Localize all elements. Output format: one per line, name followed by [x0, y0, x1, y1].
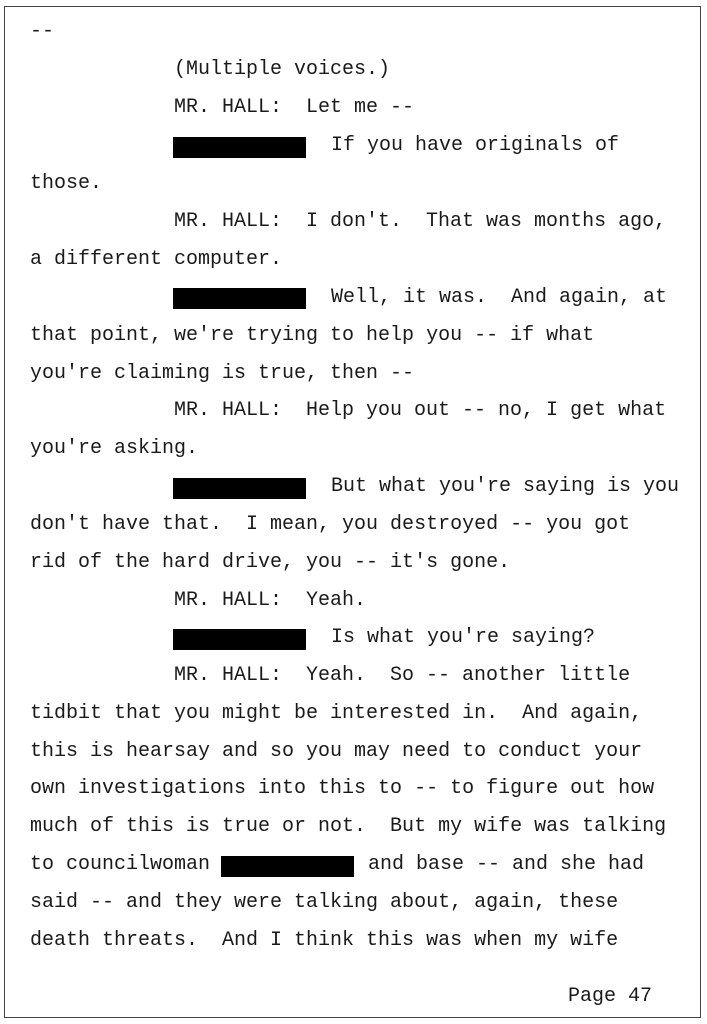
- redaction-bar: [173, 629, 306, 650]
- redaction-bar: [173, 288, 306, 309]
- redaction-bar: [221, 856, 354, 877]
- transcript-line: MR. HALL: Help you out -- no, I get what: [174, 399, 667, 422]
- transcript-line: those.: [30, 172, 103, 195]
- transcript-line: But what you're saying is you: [331, 475, 680, 498]
- transcript-line: (Multiple voices.): [174, 58, 391, 81]
- redaction-bar: [173, 137, 306, 158]
- transcript-line: MR. HALL: Yeah. So -- another little: [174, 664, 631, 687]
- transcript-line: much of this is true or not. But my wife was talking: [30, 815, 667, 838]
- transcript-line: tidbit that you might be interested in. And again,: [30, 702, 643, 725]
- transcript-line: said -- and they were talking about, again, these: [30, 891, 619, 914]
- transcript-line: Well, it was. And again, at: [331, 286, 668, 309]
- transcript-line: that point, we're trying to help you -- if what: [30, 324, 595, 347]
- transcript-line: you're asking.: [30, 437, 199, 460]
- transcript-line: don't have that. I mean, you destroyed -- you got: [30, 513, 631, 536]
- transcript-line: a different computer.: [30, 248, 283, 271]
- transcript-line: MR. HALL: Let me --: [174, 96, 415, 119]
- transcript-line: this is hearsay and so you may need to conduct your: [30, 740, 643, 763]
- transcript-line: Is what you're saying?: [331, 626, 596, 649]
- transcript-line: rid of the hard drive, you -- it's gone.: [30, 551, 511, 574]
- transcript-line: and base -- and she had: [368, 853, 645, 876]
- transcript-line: death threats. And I think this was when my wife: [30, 929, 619, 952]
- transcript-line: you're claiming is true, then --: [30, 362, 415, 385]
- redaction-bar: [173, 478, 306, 499]
- transcript-line: --: [30, 20, 55, 43]
- transcript-line: MR. HALL: Yeah.: [174, 589, 367, 612]
- transcript-line: If you have originals of: [331, 134, 620, 157]
- transcript-line: MR. HALL: I don't. That was months ago,: [174, 210, 667, 233]
- transcript-line: own investigations into this to -- to figure out how: [30, 777, 655, 800]
- transcript-line: to councilwoman: [30, 853, 211, 876]
- page-number: Page 47: [568, 985, 653, 1008]
